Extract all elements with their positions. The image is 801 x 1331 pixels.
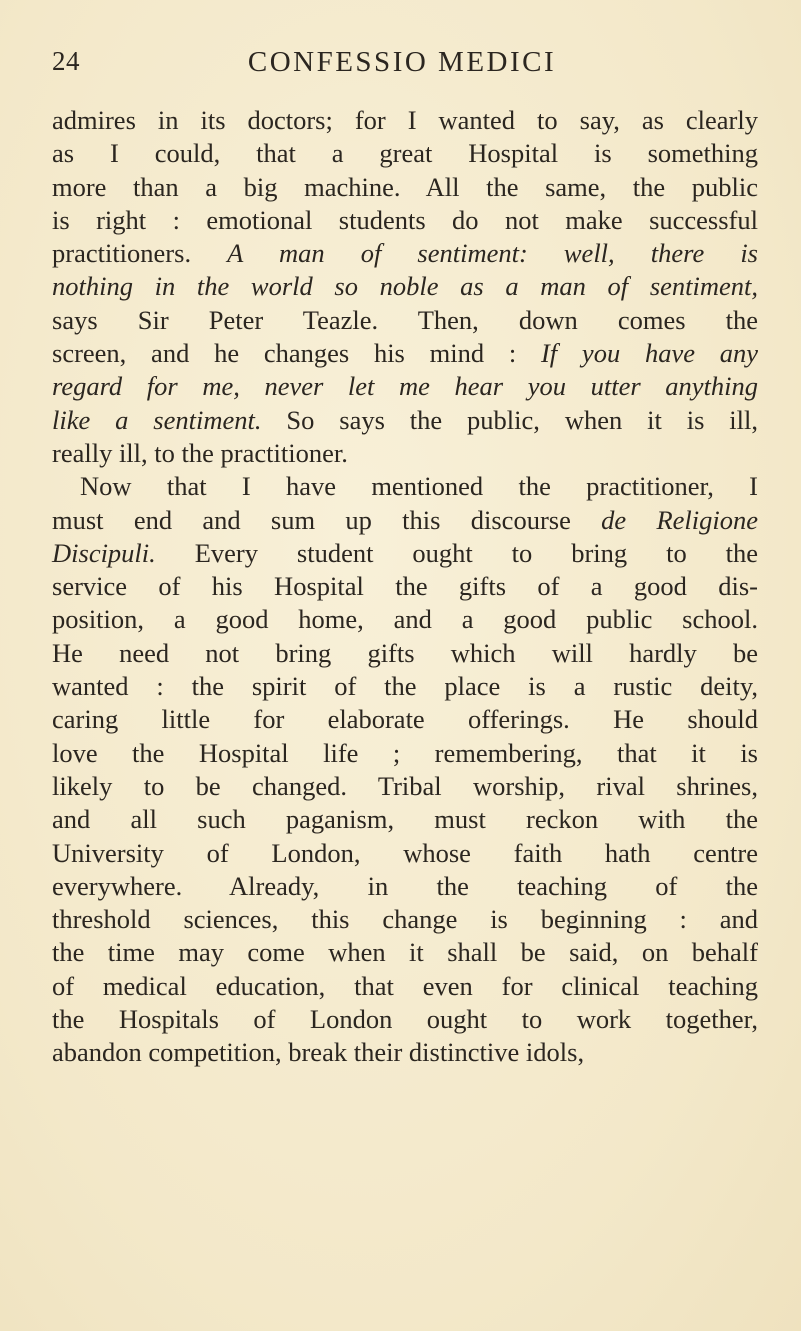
text-line (52, 870, 758, 903)
text-segment: service of his Hospital the gifts of a good dis- (52, 571, 758, 602)
text-segment: likely to be changed. Tribal worship, rival shrines, (52, 770, 758, 801)
text-segment: position, a good home, and a good public school. (52, 604, 758, 635)
text-line (52, 936, 758, 969)
body-text (52, 104, 758, 1070)
text-segment: and all such paganism, must reckon with the (52, 804, 758, 835)
text-line (52, 470, 758, 503)
text-segment: admires in its doctors; for I wanted to say, as clearly (52, 105, 758, 135)
text-segment: threshold sciences, this change is beginning : and (52, 904, 758, 935)
text-line (52, 703, 758, 736)
text-segment: So says the public, when it is ill, (261, 404, 759, 435)
text-segment: caring little for elaborate offerings. He should (52, 704, 758, 735)
running-title: CONFESSIO MEDICI (247, 46, 557, 78)
italic-text: Discipuli. (52, 537, 156, 568)
text-segment: the Hospitals of London ought to work together, (52, 1004, 758, 1035)
page-number: 24 (52, 46, 80, 76)
text-line (52, 1003, 758, 1036)
text-segment: wanted : the spirit of the place is a rustic deity, (52, 671, 758, 702)
text-line (52, 404, 758, 437)
text-segment: says Sir Peter Teazle. Then, down comes the (52, 304, 758, 335)
text-line (52, 670, 758, 703)
text-line (52, 637, 758, 670)
text-segment: more than a big machine. All the same, the public (52, 171, 758, 202)
text-segment: screen, and he changes his mind : (52, 338, 541, 369)
text-segment: He need not bring gifts which will hardly be (52, 637, 758, 668)
text-line (52, 304, 758, 337)
text-segment: Every student ought to bring to the (155, 537, 758, 568)
text-segment: of medical education, that even for clinical teaching (52, 970, 758, 1001)
text-segment: practitioners. (52, 238, 228, 269)
text-segment: everywhere. Already, in the teaching of the (52, 870, 758, 901)
text-line (52, 570, 758, 603)
text-line (52, 970, 758, 1003)
italic-text: regard for me, never let me hear you utter anything (52, 371, 758, 402)
text-segment: as I could, that a great Hospital is something (52, 138, 758, 169)
text-segment: love the Hospital life ; remembering, that it is (52, 737, 758, 768)
text-segment: Now that I have mentioned the practitioner, I (80, 471, 758, 502)
running-head (52, 46, 752, 86)
text-segment: the time may come when it shall be said, on behalf (52, 937, 758, 968)
text-segment: University of London, whose faith hath centre (52, 837, 758, 868)
italic-text: If you have any (540, 338, 758, 369)
text-line (52, 1036, 758, 1069)
italic-text: A man of sentiment: well, there is (227, 238, 758, 269)
text-line (52, 104, 758, 137)
text-line (52, 270, 758, 303)
italic-text: nothing in the world so noble as a man of sentiment, (52, 271, 758, 302)
text-segment: abandon competition, break their distinctive idols, (52, 1037, 585, 1068)
text-line (52, 171, 758, 204)
text-line (52, 837, 758, 870)
text-line (52, 337, 758, 370)
text-line (52, 204, 758, 237)
text-segment: is right : emotional students do not make successful (52, 204, 758, 235)
text-segment: must end and sum up this discourse (52, 504, 602, 535)
text-line (52, 803, 758, 836)
text-line (52, 537, 758, 570)
text-line (52, 137, 758, 170)
text-line (52, 603, 758, 636)
text-line (52, 737, 758, 770)
text-segment: really ill, to the practitioner. (52, 437, 348, 468)
text-line (52, 370, 758, 403)
text-line (52, 770, 758, 803)
text-line (52, 237, 758, 270)
text-line (52, 903, 758, 936)
italic-text: de Religione (601, 504, 758, 535)
text-line (52, 437, 758, 470)
text-line (52, 504, 758, 537)
italic-text: like a sentiment. (52, 404, 262, 435)
